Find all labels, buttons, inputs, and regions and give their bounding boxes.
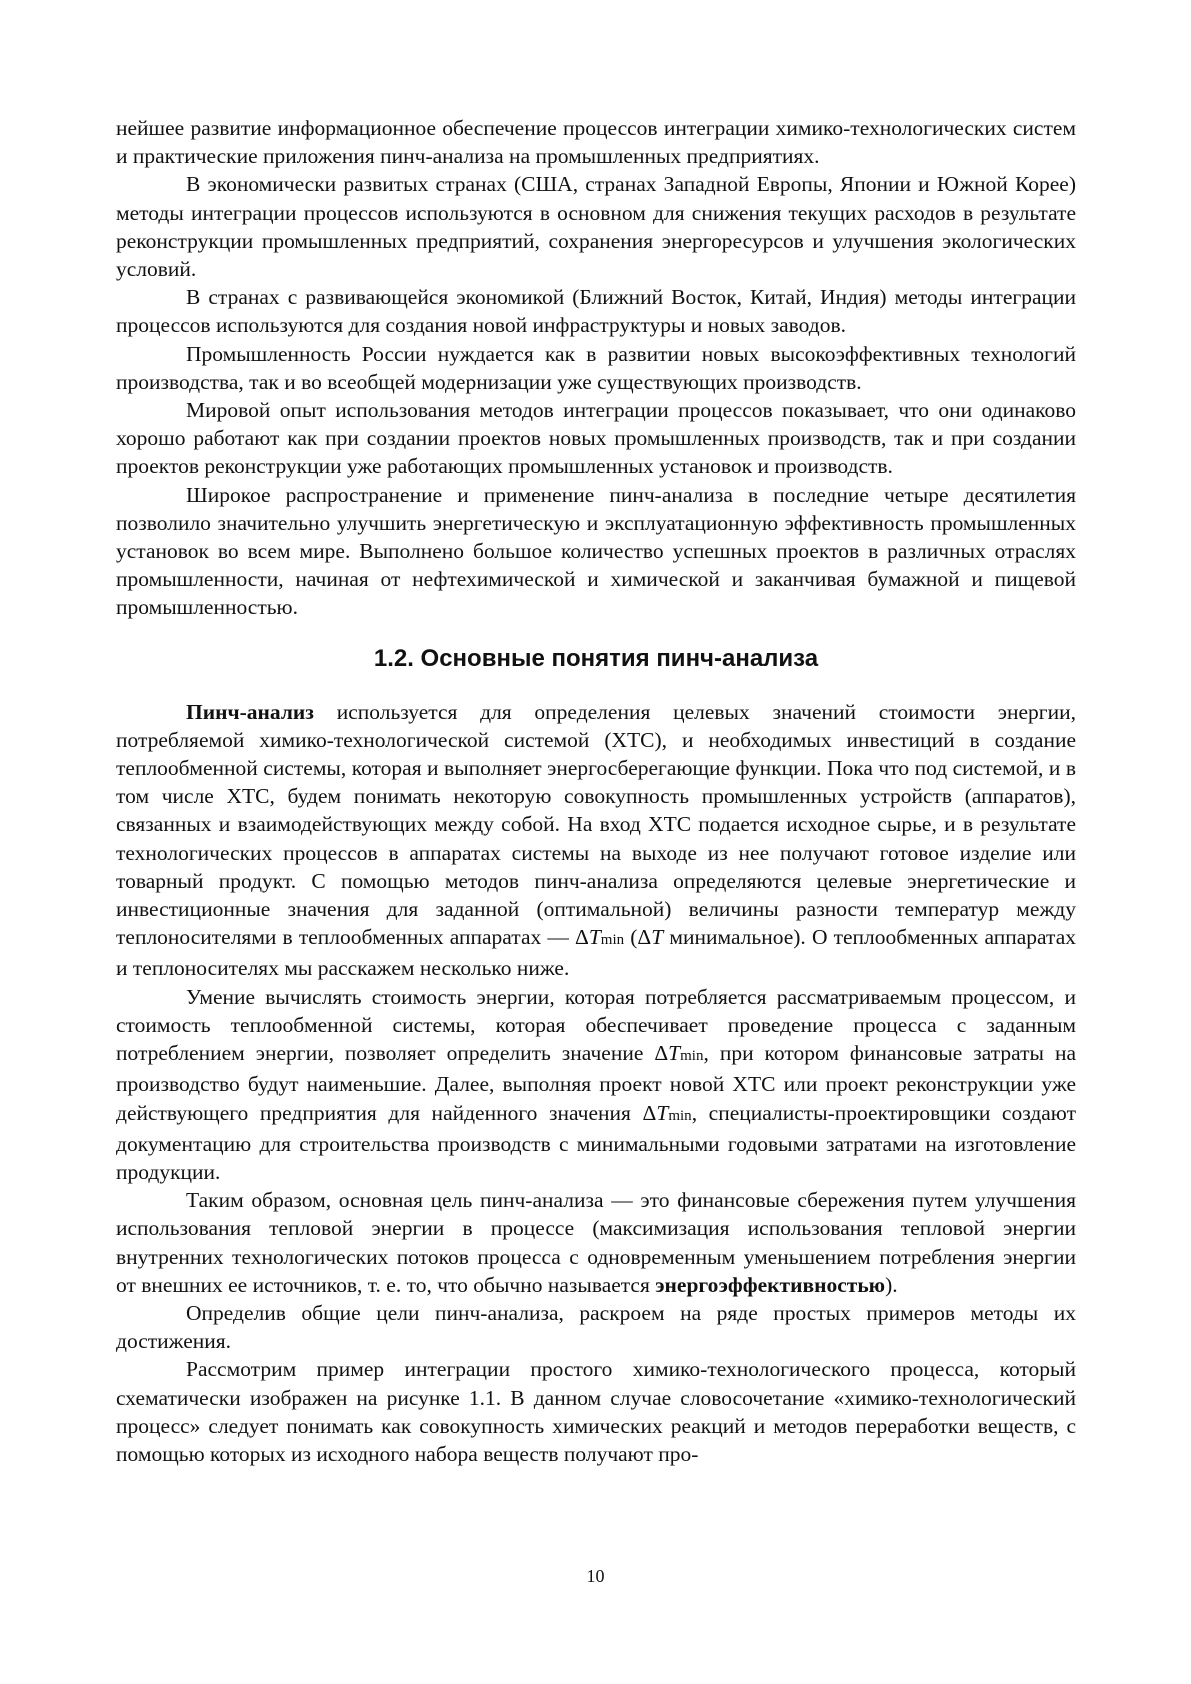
text-span: используется для определения целевых значений стоимости энергии, потребляемой химико-технологической системой (ХТС), и необходимых инвестиций в создание теплообменной системы, которая и выполняет энергосберегающие функции. Пока что под системой, и в том числе ХТС, будем понимать некоторую совокупность промышленных устройств (аппаратов), связанных и взаимодействующих между собой. На вход ХТС подается исходное сырье, и в результате технологических процессов в аппаратах системы на выходе из нее получают готовое изделие или товарный продукт. С помощью методов пинч-анализа определяются целевые энергетические и инвестиционные значения для заданной (оптимальной) величины разности температур между теплоносителями в теплообменных аппаратах — Δ — [116, 699, 1076, 950]
subscript-min: min — [680, 1048, 704, 1065]
paragraph: В странах с развивающейся экономикой (Ближний Восток, Китай, Индия) методы интеграции процессов используются для создания новой инфраструктуры и новых заводов. — [116, 285, 1076, 338]
paragraph: Промышленность России нуждается как в развитии новых высокоэффективных технологий производства, так и во всеобщей модернизации уже существующих производств. — [116, 341, 1076, 394]
text-span: Умение вычислять стоимость энергии, которая потребляется рассматриваемым процессом, и стоимость теплообменной системы, которая обеспечивает проведение процесса с заданным потреблением энергии, позволяет определить значение Δ — [116, 984, 1076, 1066]
subscript-min: min — [668, 1107, 692, 1124]
symbol-t: T — [656, 1100, 669, 1125]
text-span: , специалисты-проектировщики создают документацию для строительства производств с минимальными годовыми затратами на изготовление продукции. — [116, 1100, 1076, 1184]
paragraph-pinch-definition — [116, 698, 1076, 983]
text-span: минимальное). О теплообменных аппаратах и теплоносителях мы расскажем несколько ниже. — [116, 925, 1076, 981]
text-span: (Δ — [624, 925, 652, 950]
symbol-t: T — [588, 925, 601, 950]
paragraph — [116, 1186, 1076, 1299]
bold-term: энергоэффективностью — [655, 1272, 886, 1297]
symbol-t: T — [668, 1041, 681, 1066]
paragraph: Определив общие цели пинч-анализа, раскроем на ряде простых примеров методы их достижения. — [116, 1300, 1076, 1354]
symbol-t: T — [651, 925, 664, 950]
page-content — [116, 114, 1076, 1468]
section-heading: 1.2. Основные понятия пинч-анализа — [373, 644, 819, 672]
bold-term: Пинч-анализ — [186, 699, 314, 724]
paragraph: В экономически развитых странах (США, странах Западной Европы, Японии и Южной Корее) методы интеграции процессов используются в основном для снижения текущих расходов в результате реконструкции промышленных предприятий, сохранения энергоресурсов и улучшения экологических условий. — [116, 172, 1076, 282]
paragraph: Мировой опыт использования методов интеграции процессов показывает, что они одинаково хорошо работают как при создании проектов новых промышленных производств, так и при создании проектов реконструкции уже работающих промышленных установок и производств. — [116, 398, 1076, 479]
paragraph: нейшее развитие информационное обеспечение процессов интеграции химико-технологических систем и практические приложения пинч-анализа на промышленных предприятиях. — [116, 116, 1076, 169]
text-span: Таким образом, основная цель пинч-анализа — это финансовые сбережения путем улучшения использования тепловой энергии в процессе (максимизация использования тепловой энергии внутренних технологических потоков процесса с одновременным уменьшением потребления энергии от внешних ее источников, т. е. то, что обычно называется — [116, 1188, 1076, 1297]
subscript-min: min — [600, 932, 625, 949]
paragraph — [116, 983, 1076, 1186]
text-span: , при котором финансовые затраты на производство будут наименьшие. Далее, выполняя проект новой ХТС или проект реконструкции уже действующего предприятия для найденного значения Δ — [116, 1041, 1076, 1125]
page-number: 10 — [586, 1566, 605, 1586]
text-span: ). — [885, 1272, 898, 1297]
paragraph: Широкое распространение и применение пинч-анализа в последние четыре десятилетия позволило значительно улучшить энергетическую и эксплуатационную эффективность промышленных установок во всем мире. Выполнено большое количество успешных проектов в различных отраслях промышленности, начиная от нефтехимической и химической и заканчивая бумажной и пищевой промышленностью. — [116, 482, 1076, 620]
paragraph: Рассмотрим пример интеграции простого химико-технологического процесса, который схематически изображен на рисунке 1.1. В данном случае словосочетание «химико-технологический процесс» следует понимать как совокупность химических реакций и методов переработки веществ, с помощью которых из исходного набора веществ получают про- — [116, 1357, 1076, 1466]
